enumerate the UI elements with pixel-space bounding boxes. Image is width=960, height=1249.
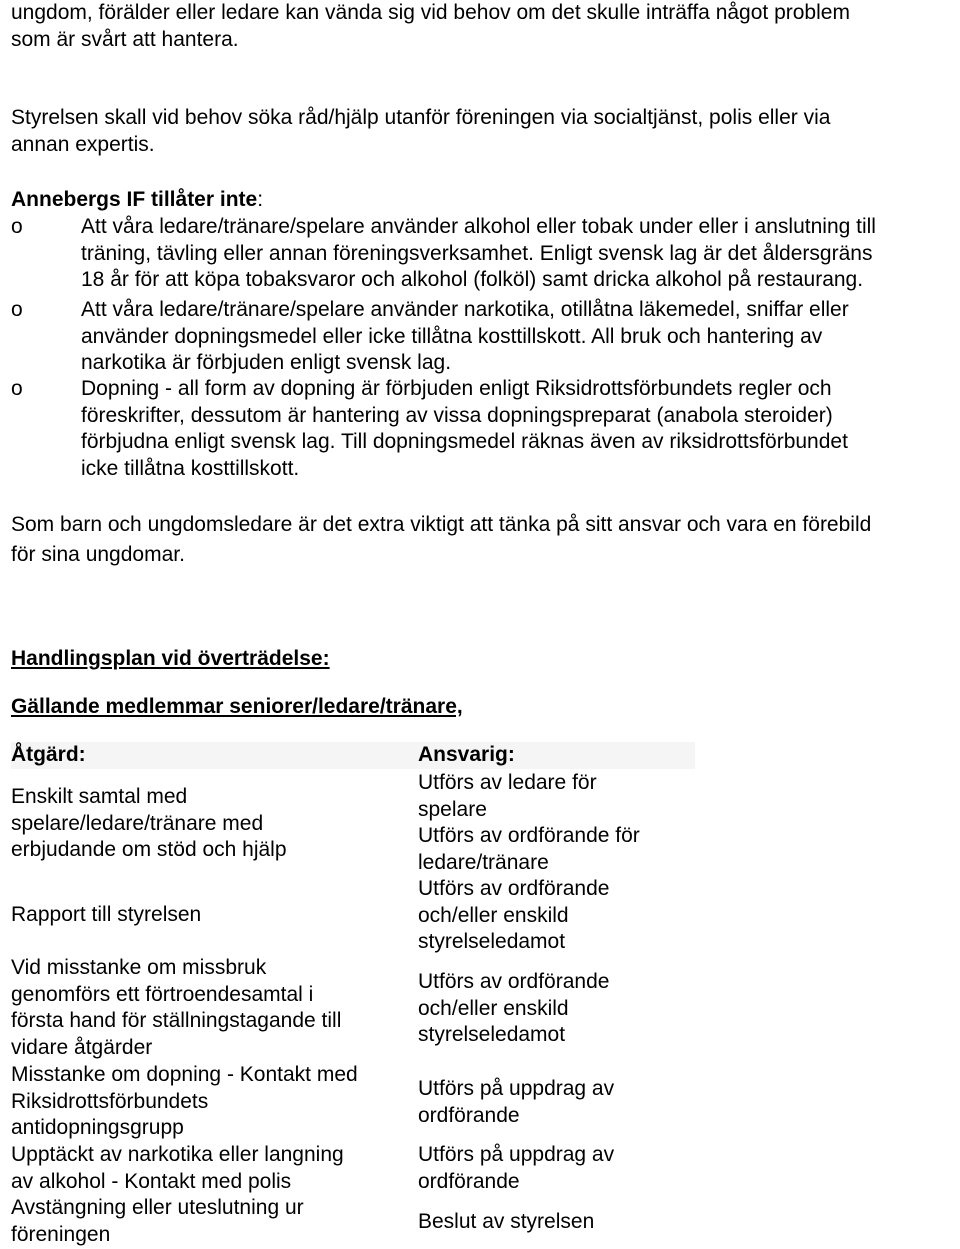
board-paragraph (11, 105, 956, 158)
responsible-cell (418, 770, 698, 876)
role-model-line: Som barn och ungdomsledare är det extra viktigt att tänka på sitt ansvar och vara en förebild (11, 513, 872, 536)
action-line: föreningen (11, 1222, 111, 1246)
action-line: erbjudande om stöd och hjälp (11, 838, 287, 861)
responsible-line: styrelseledamot (418, 930, 566, 953)
action-line: första hand för ställningstagande till (11, 1009, 342, 1032)
responsible-line: ordförande (418, 1169, 520, 1193)
responsible-line: Utförs av ledare för (418, 771, 597, 794)
action-cell (11, 1195, 406, 1248)
action-plan-subheading (11, 694, 956, 721)
responsible-line: spelare (418, 797, 487, 821)
list-item (11, 297, 960, 377)
action-plan-subtitle: Gällande medlemmar seniorer/ledare/tränare, (11, 695, 463, 718)
list-item-line: icke tillåtna kosttillskott. (81, 456, 300, 480)
responsible-line: och/eller enskild (418, 903, 569, 927)
list-item-line: Att våra ledare/tränare/spelare använder alkohol eller tobak under eller i anslutning till (81, 215, 876, 238)
action-line: Avstängning eller uteslutning ur (11, 1196, 304, 1219)
prohibition-heading (11, 187, 956, 214)
board-line: Styrelsen skall vid behov söka råd/hjälp utanför föreningen via socialtjänst, polis eller via (11, 106, 831, 129)
action-line: antidopningsgrupp (11, 1116, 184, 1139)
action-cell (11, 1062, 406, 1142)
list-item-line: Att våra ledare/tränare/spelare använder narkotika, otillåtna läkemedel, sniffar eller (81, 298, 849, 321)
action-plan-heading (11, 646, 956, 673)
bullet-marker: o (11, 377, 23, 400)
action-line: genomförs ett förtroendesamtal i (11, 982, 314, 1006)
action-cell (11, 955, 406, 1061)
action-cell (11, 1142, 406, 1195)
list-item-line: Dopning - all form av dopning är förbjuden enligt Riksidrottsförbundets regler och (81, 377, 832, 400)
intro-line: som är svårt att hantera. (11, 27, 239, 51)
responsible-line: Beslut av styrelsen (418, 1210, 595, 1233)
list-item-line: narkotika är förbjuden enligt svensk lag. (81, 351, 452, 374)
list-item-line: 18 år för att köpa tobaksvaror och alkohol (folköl) samt dricka alkohol på restaurang. (81, 268, 864, 291)
intro-paragraph (11, 0, 956, 53)
list-item-line: förbjudna enligt svensk lag. Till dopningsmedel räknas även av riksidrottsförbundet (81, 430, 848, 453)
responsible-line: Utförs på uppdrag av (418, 1143, 615, 1166)
responsible-line: Utförs av ordförande (418, 970, 610, 993)
responsible-line: och/eller enskild (418, 996, 569, 1020)
role-model-line: för sina ungdomar. (11, 543, 185, 566)
prohibition-heading-colon: : (257, 188, 264, 211)
list-item (11, 214, 960, 294)
column-header-responsible: Ansvarig: (418, 743, 515, 766)
action-line: vidare åtgärder (11, 1035, 153, 1059)
responsible-line: ordförande (418, 1103, 520, 1127)
responsible-line: ledare/tränare (418, 850, 549, 874)
action-line: Upptäckt av narkotika eller langning (11, 1143, 344, 1166)
responsible-cell (418, 969, 698, 1049)
bullet-marker: o (11, 215, 23, 238)
list-item (11, 376, 960, 482)
action-line: Riksidrottsförbundets (11, 1089, 209, 1113)
prohibition-heading-text: Annebergs IF tillåter inte (11, 188, 258, 211)
responsible-line: Utförs av ordförande (418, 877, 610, 900)
action-line: Misstanke om dopning - Kontakt med (11, 1063, 358, 1086)
responsible-line: styrelseledamot (418, 1023, 566, 1046)
action-plan-title: Handlingsplan vid överträdelse: (11, 647, 330, 670)
intro-line: ungdom, förälder eller ledare kan vända sig vid behov om det skulle inträffa något problem (11, 1, 850, 24)
action-line: Enskilt samtal med (11, 785, 188, 808)
bullet-marker: o (11, 298, 23, 321)
responsible-line: Utförs av ordförande för (418, 824, 640, 847)
action-line: Rapport till styrelsen (11, 903, 202, 926)
responsible-cell (418, 1142, 698, 1195)
action-cell (11, 902, 406, 929)
role-model-paragraph (11, 510, 956, 570)
responsible-cell (418, 876, 698, 956)
responsible-line: Utförs på uppdrag av (418, 1077, 615, 1100)
responsible-cell (418, 1076, 698, 1129)
action-cell (11, 784, 406, 864)
board-line: annan expertis. (11, 132, 155, 156)
action-line: spelare/ledare/tränare med (11, 811, 264, 835)
list-item-line: träning, tävling eller annan föreningsverksamhet. Enligt svensk lag är det åldersgräns (81, 241, 873, 265)
action-line: Vid misstanke om missbruk (11, 956, 267, 979)
action-line: av alkohol - Kontakt med polis (11, 1169, 292, 1193)
responsible-cell (418, 1209, 698, 1236)
column-header-action: Åtgärd: (11, 743, 86, 766)
list-item-line: föreskrifter, dessutom är hantering av vissa dopningspreparat (anabola steroider) (81, 403, 833, 427)
list-item-line: använder dopningsmedel eller icke tillåtna kosttillskott. All bruk och hantering av (81, 324, 823, 348)
